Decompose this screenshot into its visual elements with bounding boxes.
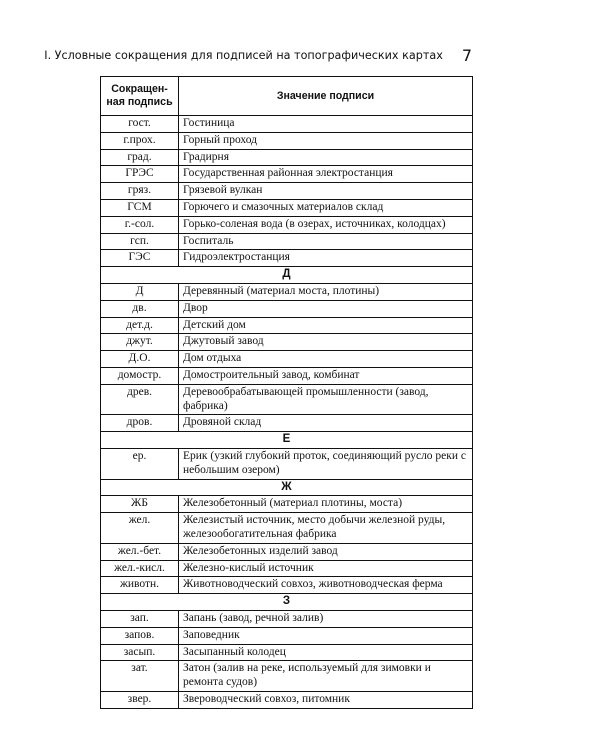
chapter-title: I. Условные сокращения для подписей на топографических картах	[44, 48, 443, 62]
abbreviation-cell: дв.	[101, 300, 179, 317]
meaning-cell: Железобетонный (материал плотины, моста)	[179, 496, 473, 513]
table-row	[101, 560, 473, 577]
table-row	[101, 334, 473, 351]
table-row	[101, 610, 473, 627]
column-header-abbreviation: Сокращен-ная подпись	[101, 77, 179, 116]
table-row	[101, 661, 473, 692]
section-letter: Ж	[101, 479, 473, 496]
table-body	[101, 116, 473, 709]
meaning-cell: Железобетонных изделий завод	[179, 543, 473, 560]
meaning-cell: Гостиница	[179, 116, 473, 133]
abbreviation-cell: животн.	[101, 577, 179, 594]
abbreviation-cell: гсп.	[101, 233, 179, 250]
table-row	[101, 543, 473, 560]
table-row	[101, 691, 473, 708]
table-row	[101, 577, 473, 594]
meaning-cell: Дровяной склад	[179, 415, 473, 432]
section-row	[101, 432, 473, 449]
abbreviation-cell: гряз.	[101, 183, 179, 200]
table-row	[101, 367, 473, 384]
meaning-cell: Градирня	[179, 149, 473, 166]
meaning-cell: Заповедник	[179, 627, 473, 644]
section-row	[101, 479, 473, 496]
abbreviation-cell: джут.	[101, 334, 179, 351]
meaning-cell: Засыпанный колодец	[179, 644, 473, 661]
abbreviation-cell: Д.О.	[101, 351, 179, 368]
table-row	[101, 216, 473, 233]
meaning-cell: Деревянный (материал моста, плотины)	[179, 283, 473, 300]
column-header-meaning: Значение подписи	[179, 77, 473, 116]
table-row	[101, 513, 473, 544]
abbreviation-cell: запов.	[101, 627, 179, 644]
table-row	[101, 300, 473, 317]
table-row	[101, 415, 473, 432]
table-row	[101, 627, 473, 644]
table-row	[101, 132, 473, 149]
table-row	[101, 448, 473, 479]
abbreviation-cell: дет.д.	[101, 317, 179, 334]
meaning-cell: Государственная районная электростанция	[179, 166, 473, 183]
table-row	[101, 250, 473, 267]
section-row	[101, 267, 473, 284]
section-letter: Е	[101, 432, 473, 449]
table-row	[101, 149, 473, 166]
section-letter: З	[101, 594, 473, 611]
section-row	[101, 594, 473, 611]
table-row	[101, 496, 473, 513]
abbreviation-cell: древ.	[101, 384, 179, 415]
abbreviation-cell: г.прох.	[101, 132, 179, 149]
meaning-cell: Животноводческий совхоз, животноводческая ферма	[179, 577, 473, 594]
meaning-cell: Дом отдыха	[179, 351, 473, 368]
abbreviation-cell: град.	[101, 149, 179, 166]
meaning-cell: Госпиталь	[179, 233, 473, 250]
abbreviation-cell: ер.	[101, 448, 179, 479]
table-header-row	[101, 77, 473, 116]
abbreviation-cell: жел.-бет.	[101, 543, 179, 560]
table-row	[101, 166, 473, 183]
abbreviation-cell: дров.	[101, 415, 179, 432]
meaning-cell: Домостроительный завод, комбинат	[179, 367, 473, 384]
meaning-cell: Грязевой вулкан	[179, 183, 473, 200]
abbreviation-cell: г.-сол.	[101, 216, 179, 233]
meaning-cell: Гидроэлектростанция	[179, 250, 473, 267]
running-header	[44, 44, 472, 66]
table-row	[101, 199, 473, 216]
abbreviation-cell: Д	[101, 283, 179, 300]
meaning-cell: Деревообрабатывающей промышленности (завод, фабрика)	[179, 384, 473, 415]
abbreviation-cell: засып.	[101, 644, 179, 661]
abbreviation-cell: домостр.	[101, 367, 179, 384]
meaning-cell: Горючего и смазочных материалов склад	[179, 199, 473, 216]
abbreviation-cell: звер.	[101, 691, 179, 708]
meaning-cell: Горько-соленая вода (в озерах, источниках, колодцах)	[179, 216, 473, 233]
meaning-cell: Ерик (узкий глубокий проток, соединяющий русло реки с небольшим озером)	[179, 448, 473, 479]
meaning-cell: Затон (залив на реке, используемый для зимовки и ремонта судов)	[179, 661, 473, 692]
abbreviation-cell: ЖБ	[101, 496, 179, 513]
abbreviation-cell: жел.	[101, 513, 179, 544]
abbreviation-cell: гост.	[101, 116, 179, 133]
abbreviation-cell: ГСМ	[101, 199, 179, 216]
table-row	[101, 317, 473, 334]
abbreviation-cell: зат.	[101, 661, 179, 692]
table-row	[101, 233, 473, 250]
meaning-cell: Железно-кислый источник	[179, 560, 473, 577]
meaning-cell: Звероводческий совхоз, питомник	[179, 691, 473, 708]
meaning-cell: Джутовый завод	[179, 334, 473, 351]
table-row	[101, 183, 473, 200]
abbreviation-cell: ГЭС	[101, 250, 179, 267]
meaning-cell: Запань (завод, речной залив)	[179, 610, 473, 627]
abbreviation-cell: жел.-кисл.	[101, 560, 179, 577]
meaning-cell: Двор	[179, 300, 473, 317]
abbreviation-cell: ГРЭС	[101, 166, 179, 183]
table-row	[101, 283, 473, 300]
table-row	[101, 384, 473, 415]
table-row	[101, 116, 473, 133]
table-row	[101, 351, 473, 368]
abbreviations-table	[100, 76, 473, 709]
page-number: 7	[461, 45, 472, 65]
meaning-cell: Горный проход	[179, 132, 473, 149]
meaning-cell: Детский дом	[179, 317, 473, 334]
abbreviation-cell: зап.	[101, 610, 179, 627]
section-letter: Д	[101, 267, 473, 284]
table-row	[101, 644, 473, 661]
meaning-cell: Железистый источник, место добычи железной руды, железообогатительная фабрика	[179, 513, 473, 544]
